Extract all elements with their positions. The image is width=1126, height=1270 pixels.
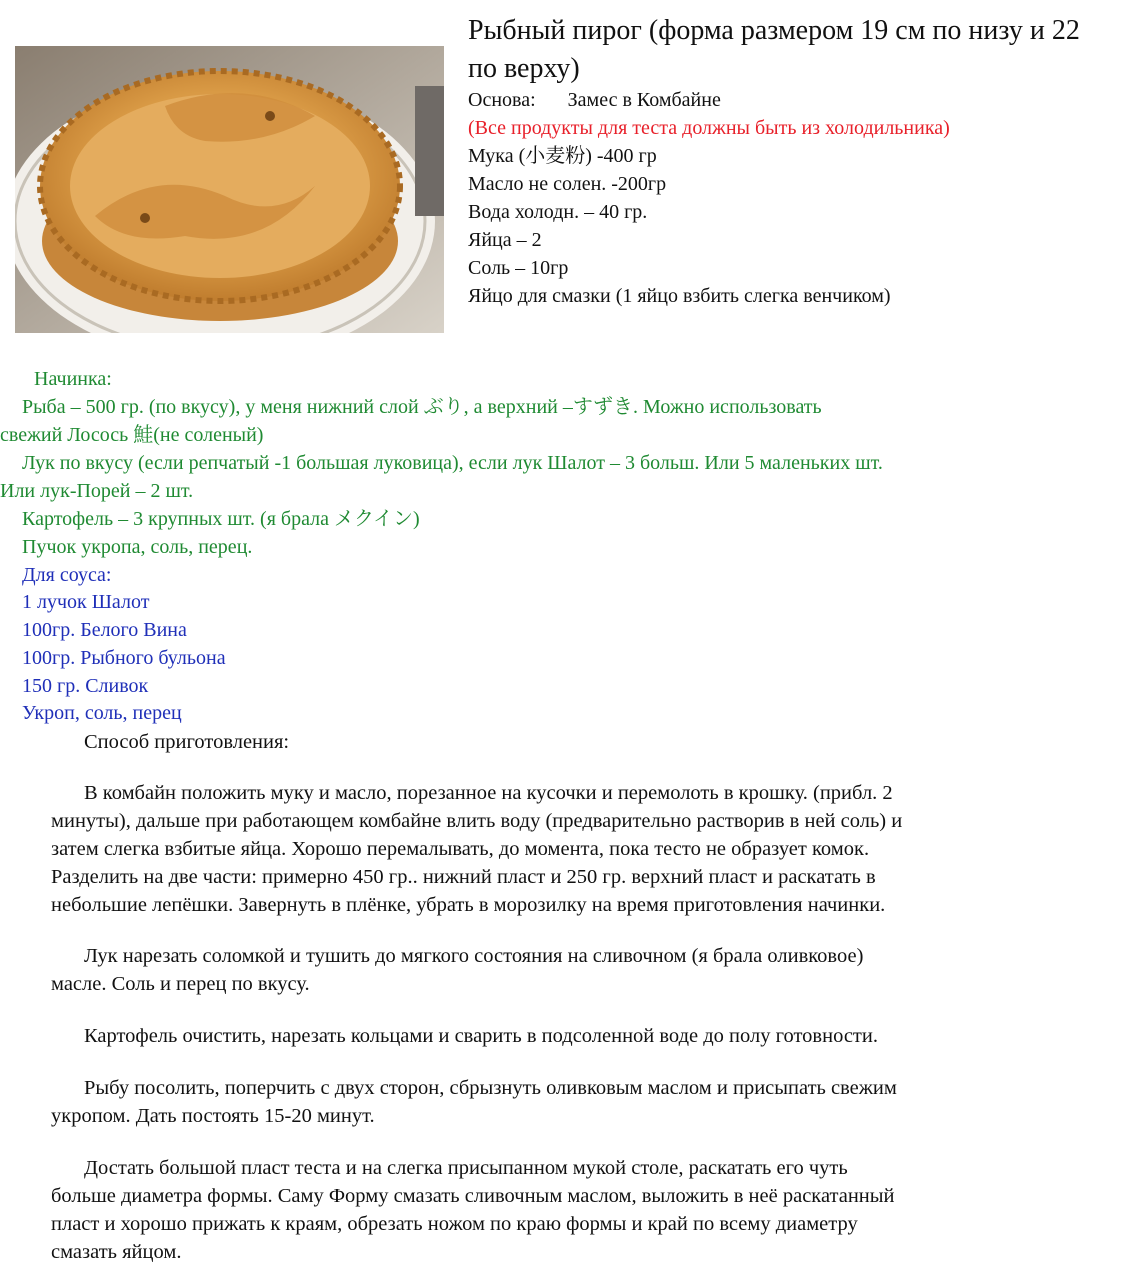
filling-line: Пучок укропа, соль, перец. [22,536,253,558]
sauce-line: 100гр. Белого Вина [22,619,187,641]
method-line: небольшие лепёшки. Завернуть в плёнке, убрать в морозилку на время приготовления начинки. [51,894,886,916]
method-line: В комбайн положить муку и масло, порезанное на кусочки и перемолоть в крошку. (прибл. 2 [84,782,893,804]
method-line: пласт и хорошо прижать к краям, обрезать ножом по краю формы и край по всему диаметру [51,1213,858,1235]
filling-line: Картофель – 3 крупных шт. (я брала メクイン) [22,508,420,530]
filling-line: Рыба – 500 гр. (по вкусу), у меня нижний слой ぶり, а верхний –すずき. Можно использовать [22,396,822,418]
method-line: Разделить на две части: примерно 450 гр.. нижний пласт и 250 гр. верхний пласт и раскатать в [51,866,876,888]
dough-item: Соль – 10гр [468,257,569,279]
dough-item: Мука (小麦粉) -400 гр [468,145,657,167]
sauce-line: Укроп, соль, перец [22,702,182,724]
method-line: масле. Соль и перец по вкусу. [51,973,310,995]
pie-photo [15,46,444,333]
dough-item: Яйцо для смазки (1 яйцо взбить слегка венчиком) [468,285,891,307]
method-line: больше диаметра формы. Саму Форму смазать сливочным маслом, выложить в неё раскатанный [51,1185,895,1207]
filling-line: Или лук-Порей – 2 шт. [0,480,194,502]
sauce-title: Для соуса: [22,564,112,586]
method-line: Картофель очистить, нарезать кольцами и сварить в подсоленной воде до полу готовности. [84,1025,878,1047]
method-line: укропом. Дать постоять 15-20 минут. [51,1105,375,1127]
sauce-line: 1 лучок Шалот [22,591,150,613]
filling-line: Лук по вкусу (если репчатый -1 большая луковица), если лук Шалот – 3 больш. Или 5 маленьких шт. [22,452,883,474]
method-title: Способ приготовления: [84,731,290,753]
dough-item: Масло не солен. -200гр [468,173,667,195]
sauce-line: 150 гр. Сливок [22,675,149,697]
filling-line: свежий Лосось 鮭(не соленый) [0,424,264,446]
base-value: Замес в Комбайне [567,89,721,111]
base-line [468,86,721,114]
base-label: Основа: [468,89,536,111]
sauce-line: 100гр. Рыбного бульона [22,647,226,669]
method-line: минуты), дальше при работающем комбайне влить воду (предварительно растворив в ней соль) и [51,810,903,832]
method-line: смазать яйцом. [51,1241,182,1263]
fridge-note: (Все продукты для теста должны быть из холодильника) [468,117,950,139]
recipe-title: Рыбный пирог (форма размером 19 см по низу и 22 по верху) [468,15,1080,84]
method-line: затем слегка взбитые яйца. Хорошо перемалывать, до момента, пока тесто не образует комок. [51,838,870,860]
method-line: Лук нарезать соломкой и тушить до мягкого состояния на сливочном (я брала оливковое) [84,945,864,967]
dough-item: Вода холодн. – 40 гр. [468,201,648,223]
dough-item: Яйца – 2 [468,229,542,251]
filling-title: Начинка: [34,368,112,390]
method-line: Рыбу посолить, поперчить с двух сторон, сбрызнуть оливковым маслом и присыпать свежим [84,1077,897,1099]
method-line: Достать большой пласт теста и на слегка присыпанном мукой столе, раскатать его чуть [84,1157,848,1179]
